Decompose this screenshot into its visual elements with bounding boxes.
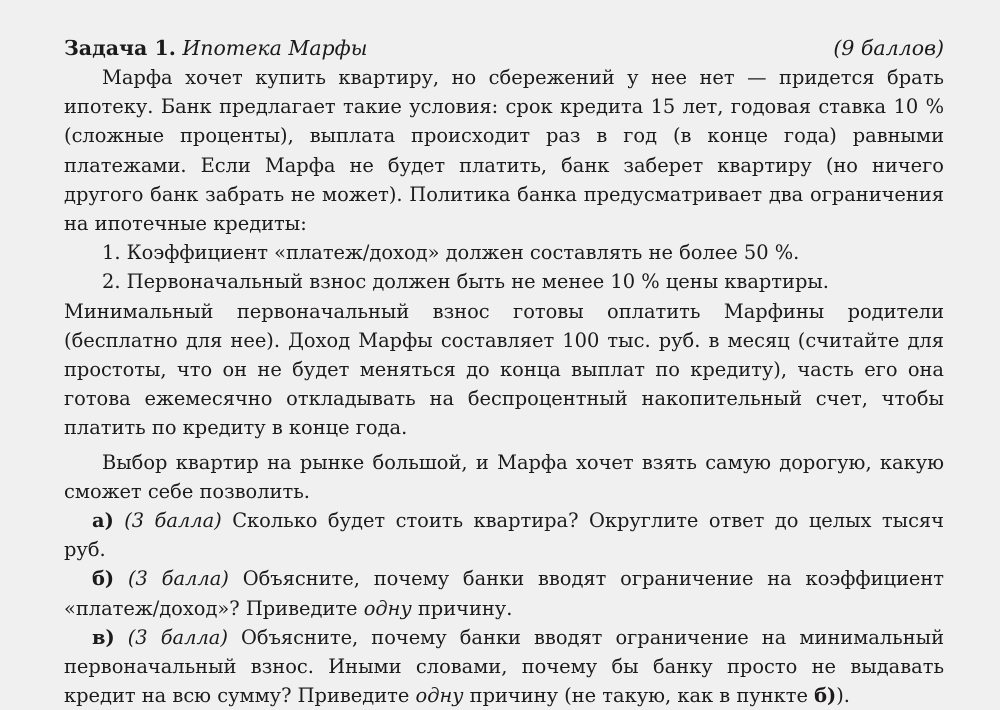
problem-text	[64, 33, 944, 710]
question-c-emphasis: одну	[415, 684, 464, 708]
question-b	[64, 564, 944, 622]
problem-title	[64, 33, 367, 63]
after-list-paragraph: Минимальный первоначальный взнос готовы оплатить Марфины родители (бесплатно для нее). Доход Марфы составляет 100 тыс. руб. в месяц (считайте для простоты, что он не будет меняться до конца выплат по кредиту), часть его она готова ежемесячно откладывать на беспроцентный накопительный счет, чтобы платить по кредиту в конце года.	[64, 299, 944, 440]
question-b-text: Объясните, почему банки вводят ограничение на коэффициент «платеж/доход»? Приведите	[64, 567, 945, 620]
question-a-points: (3 балла)	[124, 509, 222, 533]
problem-points: (9 баллов)	[833, 36, 944, 60]
question-a-text: Сколько будет стоить квартира? Округлите ответ до целых тысяч руб.	[64, 509, 944, 562]
question-c-text-end: ).	[836, 684, 850, 708]
question-b-text-end: причину.	[417, 596, 513, 620]
question-c-text-mid: причину (не такую, как в пункте	[469, 684, 808, 708]
question-b-emphasis: одну	[363, 596, 412, 620]
constraint-2: 2. Первоначальный взнос должен быть не менее 10 % цены квартиры.	[102, 270, 829, 294]
question-b-label: б)	[92, 567, 115, 591]
choice-paragraph: Выбор квартир на рынке большой, и Марфа хочет взять самую дорогую, какую сможет себе позволить.	[64, 450, 944, 503]
question-c-text: Объясните, почему банки вводят ограничение на минимальный первоначальный взнос. Иными словами, почему бы банку просто не выдавать кредит на всю сумму? Приведите	[64, 625, 945, 708]
constraint-1: 1. Коэффициент «платеж/доход» должен составлять не более 50 %.	[102, 241, 800, 265]
problem-number: Задача 1.	[64, 36, 176, 60]
question-c-ref: б)	[814, 684, 837, 708]
question-c	[64, 623, 944, 710]
problem-name: Ипотека Марфы	[182, 36, 368, 60]
question-c-label: в)	[92, 625, 115, 649]
question-a-label: а)	[92, 509, 114, 533]
problem-header	[64, 33, 944, 63]
intro-paragraph: Марфа хочет купить квартиру, но сбережений у нее нет — придется брать ипотеку. Банк предлагает такие условия: срок кредита 15 лет, годовая ставка 10 % (сложные проценты), выплата происходит раз в год (в конце года) равными платежами. Если Марфа не будет платить, банк заберет квартиру (но ничего другого банк забрать не может). Политика банка предусматривает два ограничения на ипотечные кредиты:	[64, 66, 944, 236]
question-c-points: (3 балла)	[127, 625, 228, 649]
question-a	[64, 506, 944, 564]
question-b-points: (3 балла)	[127, 567, 229, 591]
